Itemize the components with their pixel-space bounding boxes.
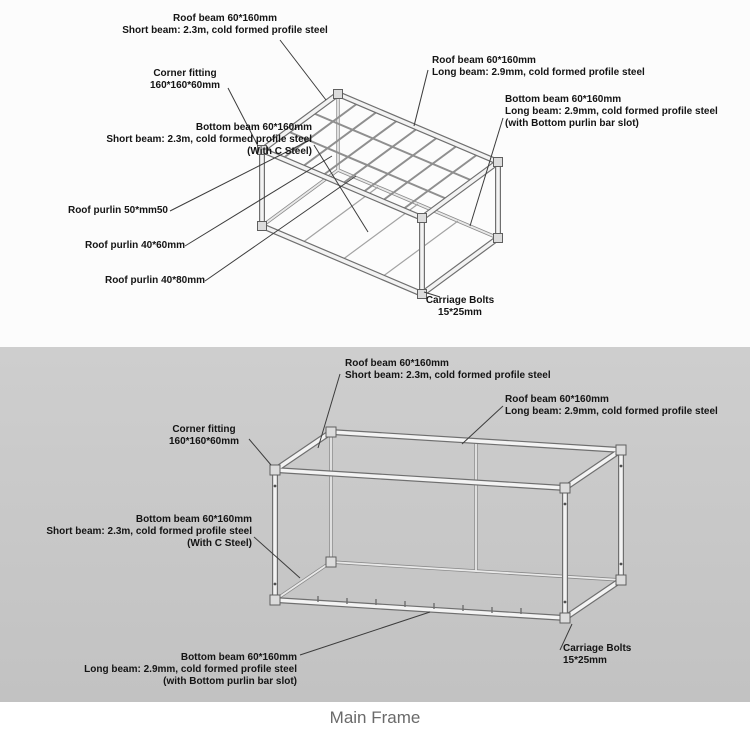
main-beams-fill [275,432,621,618]
back-members [275,432,621,600]
label-line: 160*160*60mm [149,80,221,91]
label-line: Short beam: 2.3m, cold formed profile steel [46,526,252,537]
label-line: 15*25mm [563,655,607,666]
label-line: Carriage Bolts [425,295,495,306]
label-line: Long beam: 2.9mm, cold formed profile steel [505,106,718,117]
label-corner-fitting-bottom [160,424,248,448]
label-line: Bottom beam 60*160mm [135,514,252,525]
label-line: Roof purlin 40*80mm [104,275,205,286]
label-line: Bottom beam 60*160mm [195,122,312,133]
label-roof-beam-long-top [432,55,672,79]
label-bottom-beam-long-top [505,94,725,130]
label-line: Short beam: 2.3m, cold formed profile steel [106,134,312,145]
label-line: Corner fitting [153,68,217,79]
label-line: Roof beam 60*160mm [432,55,536,66]
label-carriage-bolts-bottom [563,643,653,667]
label-carriage-bolts-top [415,295,505,319]
label-line: (with Bottom purlin bar slot) [163,676,297,687]
main-beams-outline [275,432,621,618]
label-line: 15*25mm [438,307,482,318]
label-roof-beam-short-top [90,13,360,37]
label-line: Bottom beam 60*160mm [505,94,622,105]
label-bottom-beam-short-top [95,122,312,158]
caption-main-frame: Main Frame [329,708,421,727]
label-line: Carriage Bolts [563,643,632,654]
label-line: Roof purlin 50*mm50 [67,205,168,216]
label-line: Corner fitting [172,424,236,435]
label-corner-fitting-top [130,68,240,92]
label-roof-beam-short-bottom [345,358,585,382]
label-line: Roof beam 60*160mm [173,13,277,24]
label-bottom-beam-short-bottom [35,514,252,550]
label-line: Roof beam 60*160mm [505,394,609,405]
label-line: (with Bottom purlin bar slot) [505,118,639,129]
label-roof-beam-long-bottom [505,394,725,418]
label-line: Roof purlin 40*60mm [84,240,185,251]
corner-fittings [258,90,503,299]
label-line: (With C Steel) [247,146,312,157]
label-line: Roof beam 60*160mm [345,358,449,369]
label-roof-purlin-40x80 [95,275,205,287]
label-line: Long beam: 2.9mm, cold formed profile steel [432,67,645,78]
label-bottom-beam-long-bottom [65,652,297,688]
label-roof-purlin-40x60 [75,240,185,252]
label-line: Long beam: 2.9mm, cold formed profile steel [505,406,718,417]
label-line: Short beam: 2.3m, cold formed profile steel [345,370,551,381]
label-line: Long beam: 2.9mm, cold formed profile steel [84,664,297,675]
label-line: Short beam: 2.3m, cold formed profile steel [122,25,328,36]
corner-fittings [270,427,626,623]
label-line: Bottom beam 60*160mm [180,652,297,663]
label-roof-purlin-50 [58,205,168,217]
label-line: (With C Steel) [187,538,252,549]
label-line: 160*160*60mm [168,436,240,447]
